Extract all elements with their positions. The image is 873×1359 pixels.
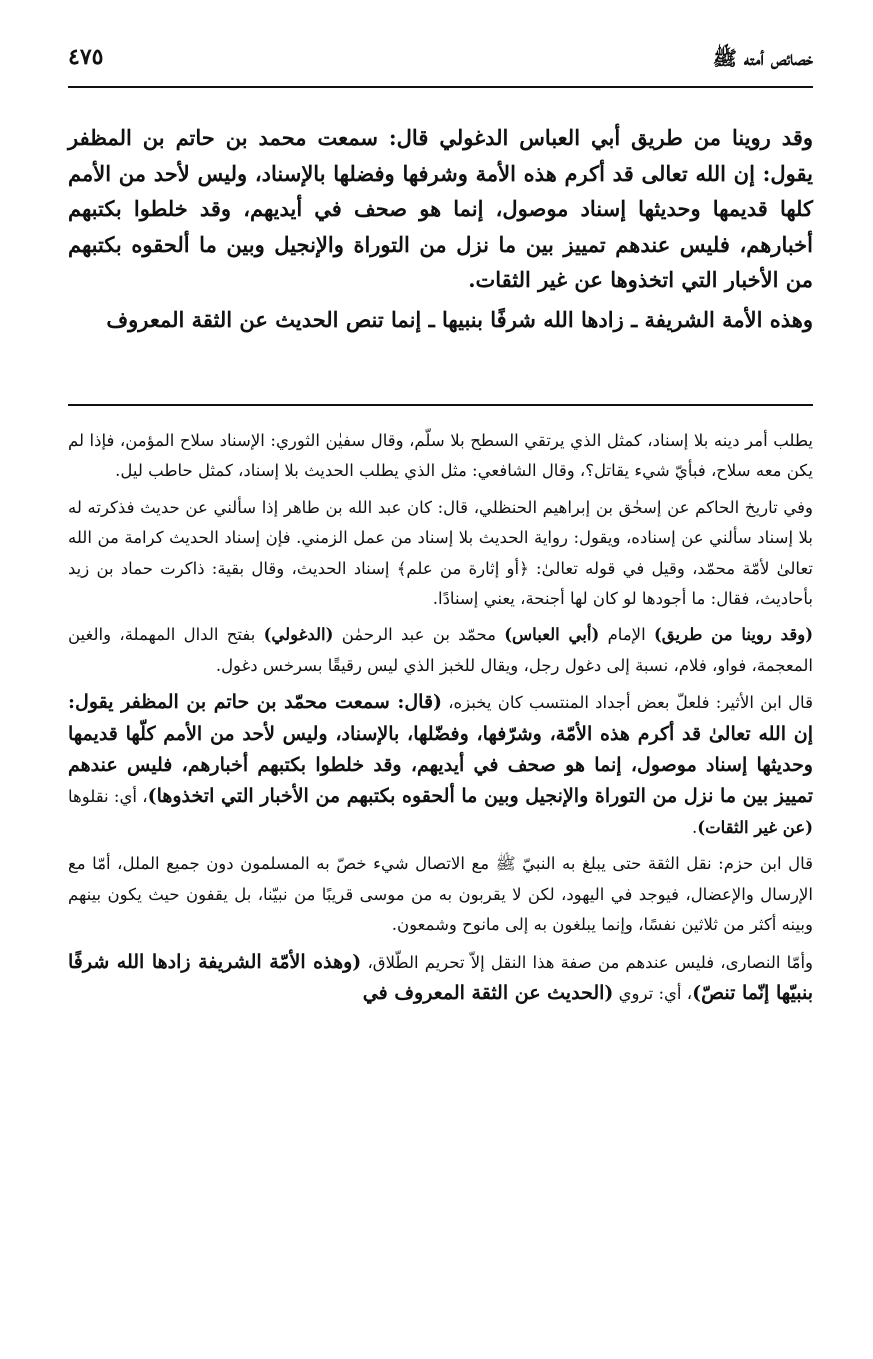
commentary-paragraph-5: قال ابن حزم: نقل الثقة حتى يبلغ به النبيّ ﷺ مع الاتصال شيء خصّ به المسلمون دون جميع الملل، أمّا مع الإرسال والإعضال، فيوجد في اليهود، لكن لا يقربون به من موسى قريبًا من نبيّنا، بل يقفون حيث يكون بينهم وبينه أكثر من ثلاثين نفسًا، وإنما يبلغون به إلى مانوح وشمعون. [68,854,813,935]
page-number: ٤٧٥ [68,44,104,70]
quoted-main-text-span: (عن غير الثقات) [697,817,813,837]
quoted-main-text-span: (الحديث عن الثقة المعروف في [362,981,614,1004]
commentary-paragraph-3 [68,620,813,681]
quoted-main-text-span: (أبي العباس) [504,625,600,645]
page-header [68,40,813,88]
commentary-text-span: الإمام [599,625,654,645]
commentary-text [68,426,813,1015]
main-paragraph-2: وهذه الأمة الشريفة ـ زادها الله شرفًا بنبيها ـ إنما تنص الحديث عن الثقة المعروف [106,306,813,332]
commentary-text-span: قال ابن الأثير: فلعلّ بعض أجداد المنتسب كان يخبزه، [442,693,813,713]
commentary-text-span: وأمّا النصارى، فليس عندهم من صفة هذا النقل إلاّ تحريم الطّلاق، [361,952,813,972]
commentary-text-span: محمّد بن عبد الرحمٰن [333,625,505,645]
footnote-separator [68,404,813,406]
quoted-main-text-span: (قال: سمعت محمّد بن حاتم بن المظفر يقول: إن الله تعالىٰ قد أكرم هذه الأمّة، وشرّفها، وفضّلها، بالإسناد، وليس لأحد من الأمم كلّها قديمها وحديثها إسناد موصول، إنما هو صحف في أيديهم، وقد خلطوا بكتبهم أخبارهم، فليس عندهم تمييز بين ما نزل من التوراة والإنجيل وبين ما ألحقوه بكتبهم من الأخبار التي اتخذوها) [68,691,813,808]
quoted-main-text-span: (وقد روينا من طريق) [653,625,813,645]
commentary-text-span: . [692,817,698,837]
main-paragraph-1: وقد روينا من طريق أبي العباس الدغولي قال: سمعت محمد بن حاتم بن المظفر يقول: إن الله تعالى قد أكرم هذه الأمة وشرفها وفضلها بالإسناد، وليس لأحد من الأمم كلها قديمها وحديثها إسناد موصول، إنما هو صحف في أيديهم، وقد خلطوا بكتبهم أخبارهم، فليس عندهم تمييز بين ما نزل من التوراة والإنجيل وبين ما ألحقوه بكتبهم من الأخبار التي اتخذوها عن غير الثقات. [68,125,813,292]
commentary-paragraph-1: يطلب أمر دينه بلا إسناد، كمثل الذي يرتقي السطح بلا سلّم، وقال سفيٰن الثوري: الإسناد سلاح المؤمن، فإذا لم يكن معه سلاح، فبأيّ شيء يقاتل؟، وقال الشافعي: مثل الذي يطلب الحديث بلا إسناد، كمثل حاطب ليل. [68,431,813,481]
commentary-text-span: ، أي: نقلوها [68,787,148,807]
main-text [68,120,813,337]
quoted-main-text-span: (الدغولي) [263,625,334,645]
running-title: خصائص أمته ﷺ [712,46,813,70]
commentary-paragraph-2: وفي تاريخ الحاكم عن إسحٰق بن إبراهيم الحنظلي، قال: كان عبد الله بن طاهر إذا سألني عن حديث فذكرته له بلا إسناد سألني عن إسناده، ويقول: رواية الحديث بلا إسناد من عمل الزمني. فإن إسناد الحديث كرامة من الله تعالىٰ لأمّة محمّد، وقيل في قوله تعالىٰ: ﴿أو إثارة من علم﴾ إسناد الحديث، وقال بقية: ذاكرت حماد بن زيد بأحاديث، فقال: ما أجودها لو كان لها أجنحة، يعني إسنادًا. [68,497,813,609]
commentary-paragraph-4 [68,687,813,843]
commentary-text-span: ، أي: تروي [613,983,693,1003]
quoted-main-text-span: (وهذه الأمّة الشريفة زادها الله شرفًا بنبيّها إنّما تنصّ) [68,950,813,1004]
commentary-paragraph-6 [68,947,813,1010]
commentary-text-span: بفتح الدال المهملة، والغين المعجمة، فواو، فلام، نسبة إلى دغول رجل، ويقال للخبز الذي ليس رقيقًا بسرخس دغول. [68,625,813,675]
